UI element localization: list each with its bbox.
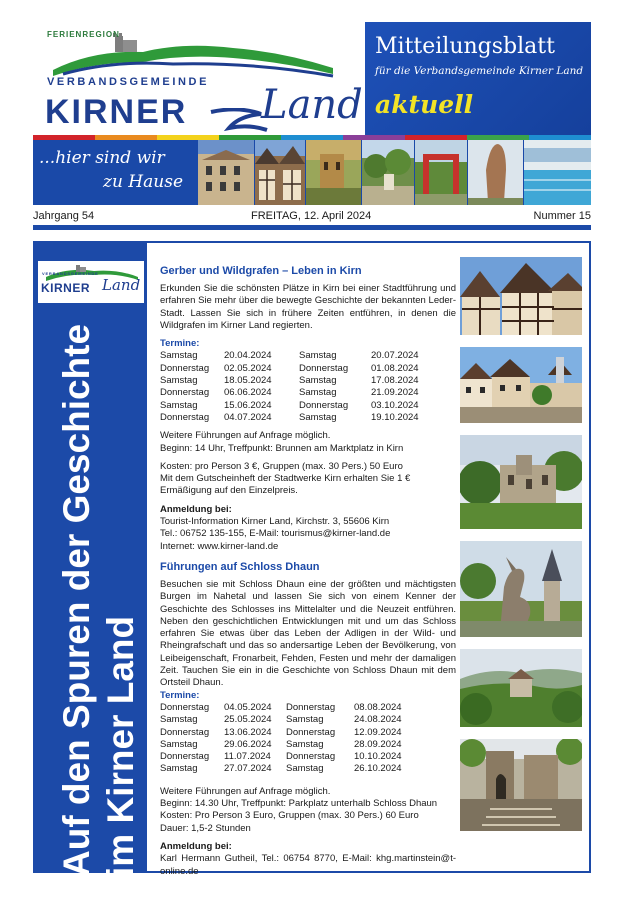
band-photo-stone-sculpture <box>468 140 523 205</box>
article1-date-cell: 04.07.2024 <box>224 411 272 423</box>
article-dhaun-termine-label: Termine: <box>160 689 200 701</box>
kirner-land-logo <box>33 22 365 135</box>
article-kirn-intro: Erkunden Sie die schönsten Plätze in Kirn bei einer Stadtführung und erfahren Sie mehr über die bewegte Geschichte der bekannten Leder-Stadt. Lassen Sie sich in frühere Zeiten entführen, in denen die Wildgrafen im Kirner Land regierten. <box>160 283 456 331</box>
logo-kirner: KIRNER <box>45 93 188 131</box>
article-kirn-info-2: Beginn: 14 Uhr, Treffpunkt: Brunnen am Marktplatz in Kirn <box>160 442 404 454</box>
publication-subtitle: für die Verbandsgemeinde Kirner Land <box>375 65 584 77</box>
article2-date-cell: Samstag <box>160 714 198 726</box>
photo-statue-tower <box>460 541 582 637</box>
article1-date-cell: 03.10.2024 <box>371 399 419 411</box>
article2-date-cell: Samstag <box>286 738 324 750</box>
article-dhaun-contact: Karl Hermann Gutheil, Tel.: 06754 8770, E-Mail: khg.martinstein@t-online.de <box>160 853 456 877</box>
article2-date-cell: 13.06.2024 <box>224 726 272 738</box>
article1-date-cell: Samstag <box>299 375 337 387</box>
article1-date-cell: Donnerstag <box>160 411 210 423</box>
sidebar-logo-kirner: KIRNER <box>41 281 91 295</box>
photo-market-square <box>460 347 582 423</box>
article2-date-cell: 10.10.2024 <box>354 751 402 763</box>
band-photo-park <box>362 140 414 205</box>
article-dhaun-dauer: Dauer: 1,5-2 Stunden <box>160 822 251 834</box>
article2-date-cell: 29.06.2024 <box>224 738 272 750</box>
photo-half-timbered-houses <box>460 257 582 335</box>
article2-date-cell: 08.08.2024 <box>354 701 402 713</box>
article-kirn-termine-label: Termine: <box>160 338 200 350</box>
sidebar-title-line-2: im Kirner Land <box>100 615 141 877</box>
article2-date-cell: Samstag <box>286 763 324 775</box>
article1-date-cell: Donnerstag <box>160 362 210 374</box>
sidebar <box>35 243 147 877</box>
article2-date-cell: Donnerstag <box>160 751 210 763</box>
article-kirn-contact-3: Internet: www.kirner-land.de <box>160 540 279 552</box>
article2-date-cell: Samstag <box>160 763 198 775</box>
article2-date-cell: 28.09.2024 <box>354 738 402 750</box>
sidebar-title-line-1: Auf den Spuren der Geschichte <box>56 323 97 877</box>
article2-date-cell: 27.07.2024 <box>224 763 272 775</box>
article-kirn-anmeldung-label: Anmeldung bei: <box>160 503 232 515</box>
article1-date-cell: 21.09.2024 <box>371 387 419 399</box>
article1-date-cell: 01.08.2024 <box>371 362 419 374</box>
article-dhaun-dates <box>160 702 456 776</box>
article-dhaun-anmeldung-label: Anmeldung bei: <box>160 840 232 852</box>
article2-date-cell: 12.09.2024 <box>354 726 402 738</box>
article-kirn-kosten: Kosten: pro Person 3 €, Gruppen (max. 30 Pers.) 50 Euro <box>160 460 403 472</box>
article2-date-cell: Donnerstag <box>160 701 210 713</box>
sidebar-logo-vg: VERBANDSGEMEINDE <box>42 271 99 276</box>
article-dhaun <box>160 561 456 878</box>
masthead-title-panel <box>365 22 591 135</box>
photo-castle-courtyard <box>460 739 582 831</box>
article1-date-cell: 17.08.2024 <box>371 375 419 387</box>
issue-date: FREITAG, 12. April 2024 <box>251 210 372 222</box>
masthead <box>33 22 591 205</box>
article1-date-cell: Samstag <box>299 387 337 399</box>
article-kirn-contact-2: Tel.: 06752 135-155, E-Mail: tourismus@kirner-land.de <box>160 528 391 540</box>
article-kirn-contact-1: Tourist-Information Kirner Land, Kirchstr. 3, 55606 Kirn <box>160 516 390 528</box>
article-frame <box>33 241 591 877</box>
article1-date-cell: 20.04.2024 <box>224 350 272 362</box>
article2-date-cell: 26.10.2024 <box>354 763 402 775</box>
article1-date-cell: Samstag <box>299 350 337 362</box>
slogan-line-2: zu Hause <box>103 172 184 192</box>
article-dhaun-heading: Führungen auf Schloss Dhaun <box>160 561 320 573</box>
band-photo-castle <box>306 140 361 205</box>
article1-date-cell: Donnerstag <box>299 399 349 411</box>
article2-date-cell: Samstag <box>286 714 324 726</box>
article-dhaun-kosten: Kosten: Pro Person 3 Euro, Gruppen (max. 30 Pers.) 60 Euro <box>160 810 419 822</box>
article1-date-cell: Donnerstag <box>299 362 349 374</box>
article1-date-cell: Samstag <box>160 375 198 387</box>
article-dhaun-info-2: Beginn: 14.30 Uhr, Treffpunkt: Parkplatz unterhalb Schloss Dhaun <box>160 798 438 810</box>
issue-info-bar <box>33 210 591 224</box>
band-photo-palace <box>198 140 254 205</box>
article1-date-cell: Samstag <box>299 411 337 423</box>
article-kirn-gutschein: Mit dem Gutscheinheft der Stadtwerke Kirn erhalten Sie 1 € Ermäßigung auf den Einzelpreis. <box>160 473 411 497</box>
logo-land: Land <box>261 82 363 128</box>
article1-date-cell: 15.06.2024 <box>224 399 272 411</box>
article2-date-cell: 25.05.2024 <box>224 714 272 726</box>
photo-column <box>460 257 582 843</box>
article2-date-cell: Samstag <box>160 738 198 750</box>
article1-date-cell: Samstag <box>160 399 198 411</box>
article2-date-cell: Donnerstag <box>286 751 336 763</box>
article2-date-cell: Donnerstag <box>160 726 210 738</box>
article2-date-cell: Donnerstag <box>286 701 336 713</box>
jahrgang: Jahrgang 54 <box>33 210 95 222</box>
article-kirn <box>160 265 456 553</box>
logo-swoosh-icon <box>209 108 269 132</box>
publication-title: Mitteilungsblatt <box>375 34 555 59</box>
article-kirn-dates <box>160 350 456 424</box>
article1-date-cell: 20.07.2024 <box>371 350 419 362</box>
article1-date-cell: 06.06.2024 <box>224 387 272 399</box>
article-kirn-info-1: Weitere Führungen auf Anfrage möglich. <box>160 430 331 442</box>
article2-date-cell: 24.08.2024 <box>354 714 402 726</box>
article1-date-cell: 18.05.2024 <box>224 375 272 387</box>
header-rule <box>33 225 591 230</box>
issue-number: Nummer 15 <box>533 210 591 222</box>
article-dhaun-intro: Besuchen sie mit Schloss Dhaun eine der größten und mächtigsten Burgen im Nahetal und lassen Sie sich von einem Kenner der Geschichte des Schlosses ins Mittelalter und die Neuzeit entführen. Neben den geschichtlichen Entwicklungen mit und um das Schloss erfahren Sie etwas über das Leben der Adligen in der Wild- und Rheingrafschaft und das so andersartige Leben der Bevölkerung, von Leibeigenschaft, Fronarbeit, Fehden, Festen und mehr der damaligen Zeit. Tauchen Sie ein in die Geschichte von Schloss Dhaun mit dem Ortsteil Dhaun. <box>160 579 456 689</box>
article-dhaun-info-1: Weitere Führungen auf Anfrage möglich. <box>160 785 331 797</box>
band-photo-swimming-pool <box>524 140 591 205</box>
band-photo-red-gate <box>415 140 467 205</box>
sidebar-title-wrap <box>35 243 147 877</box>
article2-date-cell: Donnerstag <box>286 726 336 738</box>
masthead-photo-band <box>33 140 591 205</box>
photo-schloss-dhaun-landscape <box>460 649 582 727</box>
article2-date-cell: 11.07.2024 <box>224 751 271 763</box>
slogan-line-1: ...hier sind wir <box>39 148 165 168</box>
article1-date-cell: Donnerstag <box>160 387 210 399</box>
article1-date-cell: 19.10.2024 <box>371 411 419 423</box>
aktuell-label: aktuell <box>375 90 474 119</box>
sidebar-vertical-title <box>55 323 143 877</box>
band-photo-old-town <box>255 140 305 205</box>
article1-date-cell: Samstag <box>160 350 198 362</box>
article1-date-cell: 02.05.2024 <box>224 362 272 374</box>
article-kirn-heading: Gerber und Wildgrafen – Leben in Kirn <box>160 265 362 277</box>
article2-date-cell: 04.05.2024 <box>224 701 272 713</box>
sidebar-logo-land: Land <box>102 276 141 294</box>
logo-verbandsgemeinde: VERBANDSGEMEINDE <box>47 76 210 88</box>
logo-tag: FERIENREGION <box>47 30 120 39</box>
photo-castle-ruins <box>460 435 582 529</box>
